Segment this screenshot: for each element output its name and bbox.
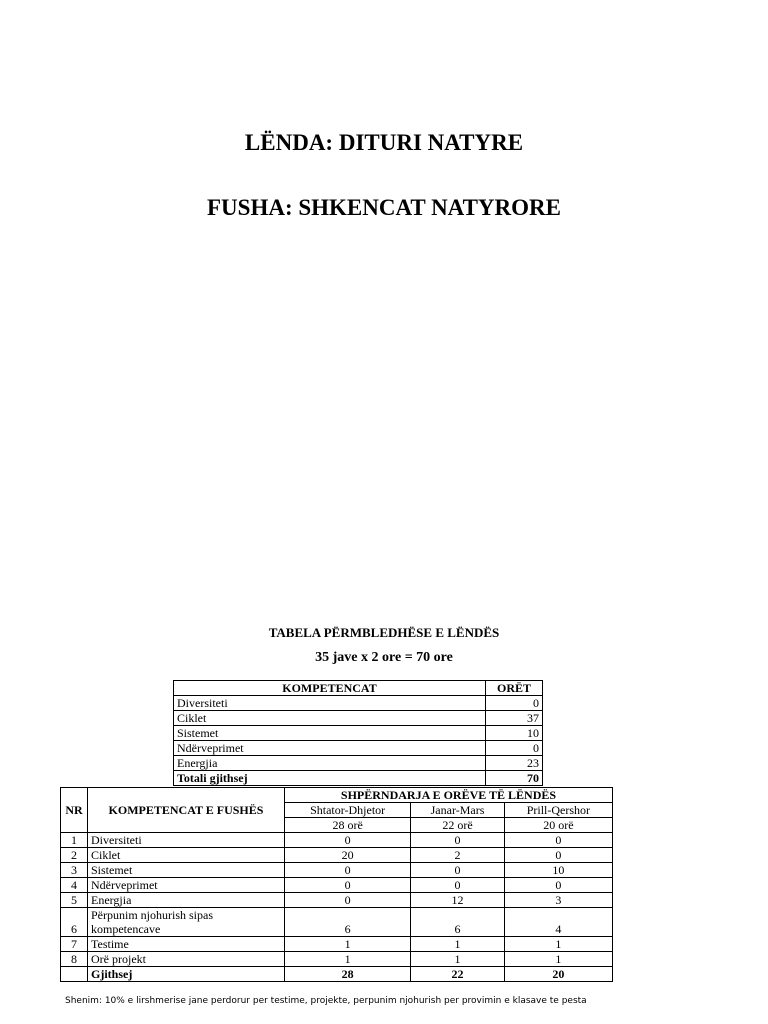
row-competence: Energjia xyxy=(88,893,285,908)
row-value: 2 xyxy=(411,848,504,863)
period-hours: 28 orë xyxy=(285,818,411,833)
row-competence: Testime xyxy=(88,937,285,952)
row-value: 1 xyxy=(285,937,411,952)
table-row xyxy=(174,741,543,756)
row-nr: 7 xyxy=(61,937,88,952)
competence-hours: 10 xyxy=(486,726,543,741)
header-kompetencat-fushes: KOMPETENCAT E FUSHËS xyxy=(88,788,285,833)
summary-header-row xyxy=(174,681,543,696)
row-nr: 3 xyxy=(61,863,88,878)
total-label: Totali gjithsej xyxy=(174,771,486,786)
row-value: 0 xyxy=(411,878,504,893)
subject-title: LËNDA: DITURI NATYRE xyxy=(244,130,524,155)
header-nr: NR xyxy=(61,788,88,833)
row-value: 1 xyxy=(285,952,411,967)
period-name: Shtator-Dhjetor xyxy=(285,803,411,818)
row-value: 0 xyxy=(504,878,612,893)
row-value: 0 xyxy=(285,893,411,908)
row-competence: Diversiteti xyxy=(88,833,285,848)
table-row xyxy=(174,711,543,726)
competence-hours: 0 xyxy=(486,741,543,756)
row-nr: 6 xyxy=(61,908,88,937)
row-value: 0 xyxy=(285,863,411,878)
row-competence: Përpunim njohurish sipas kompetencave xyxy=(88,908,285,937)
row-value: 10 xyxy=(504,863,612,878)
period-hours: 22 orë xyxy=(411,818,504,833)
table-row xyxy=(61,893,613,908)
row-nr: 5 xyxy=(61,893,88,908)
hours-formula: 35 jave x 2 ore = 70 ore xyxy=(315,650,453,665)
row-value: 4 xyxy=(504,908,612,937)
total-value: 22 xyxy=(411,967,504,982)
total-row xyxy=(174,771,543,786)
table-row xyxy=(174,756,543,771)
header-oret: ORËT xyxy=(486,681,543,696)
competence-name: Ciklet xyxy=(174,711,486,726)
row-value: 1 xyxy=(411,937,504,952)
row-competence: Ciklet xyxy=(88,848,285,863)
header-shperndarja: SHPËRNDARJA E ORËVE TË LËNDËS xyxy=(285,788,613,803)
row-competence: Orë projekt xyxy=(88,952,285,967)
row-value: 6 xyxy=(411,908,504,937)
competence-name: Diversiteti xyxy=(174,696,486,711)
competence-hours: 0 xyxy=(486,696,543,711)
total-label: Gjithsej xyxy=(88,967,285,982)
period-name: Prill-Qershor xyxy=(504,803,612,818)
competence-name: Energjia xyxy=(174,756,486,771)
row-value: 0 xyxy=(504,833,612,848)
header-kompetencat: KOMPETENCAT xyxy=(174,681,486,696)
table-row xyxy=(174,726,543,741)
row-nr: 8 xyxy=(61,952,88,967)
table-row xyxy=(61,863,613,878)
row-nr: 2 xyxy=(61,848,88,863)
table-row xyxy=(174,696,543,711)
distribution-table xyxy=(60,787,613,982)
row-competence: Sistemet xyxy=(88,863,285,878)
row-value: 20 xyxy=(285,848,411,863)
row-nr: 4 xyxy=(61,878,88,893)
table-row xyxy=(61,848,613,863)
summary-table xyxy=(173,680,543,786)
row-value: 0 xyxy=(411,863,504,878)
row-value: 1 xyxy=(504,937,612,952)
footnote: Shenim: 10% e lirshmerise jane perdorur per testime, projekte, perpunim njohurish per provimin e klasave te pesta xyxy=(65,996,587,1006)
row-value: 1 xyxy=(411,952,504,967)
row-value: 6 xyxy=(285,908,411,937)
row-value: 0 xyxy=(285,878,411,893)
row-value: 0 xyxy=(504,848,612,863)
field-title: FUSHA: SHKENCAT NATYRORE xyxy=(207,195,561,220)
row-competence: Ndërveprimet xyxy=(88,878,285,893)
row-value: 1 xyxy=(504,952,612,967)
competence-name: Sistemet xyxy=(174,726,486,741)
competence-name: Ndërveprimet xyxy=(174,741,486,756)
row-nr: 1 xyxy=(61,833,88,848)
distribution-header-row xyxy=(61,788,613,803)
row-value: 0 xyxy=(411,833,504,848)
total-row xyxy=(61,967,613,982)
table-row xyxy=(61,878,613,893)
total-value: 28 xyxy=(285,967,411,982)
table-row xyxy=(61,952,613,967)
table-row xyxy=(61,833,613,848)
period-name: Janar-Mars xyxy=(411,803,504,818)
competence-hours: 23 xyxy=(486,756,543,771)
row-value: 3 xyxy=(504,893,612,908)
summary-table-title: TABELA PËRMBLEDHËSE E LËNDËS xyxy=(268,625,500,640)
row-value: 0 xyxy=(285,833,411,848)
period-hours: 20 orë xyxy=(504,818,612,833)
row-value: 12 xyxy=(411,893,504,908)
total-value: 20 xyxy=(504,967,612,982)
total-hours: 70 xyxy=(486,771,543,786)
table-row xyxy=(61,937,613,952)
total-nr-empty xyxy=(61,967,88,982)
competence-hours: 37 xyxy=(486,711,543,726)
table-row xyxy=(61,908,613,937)
